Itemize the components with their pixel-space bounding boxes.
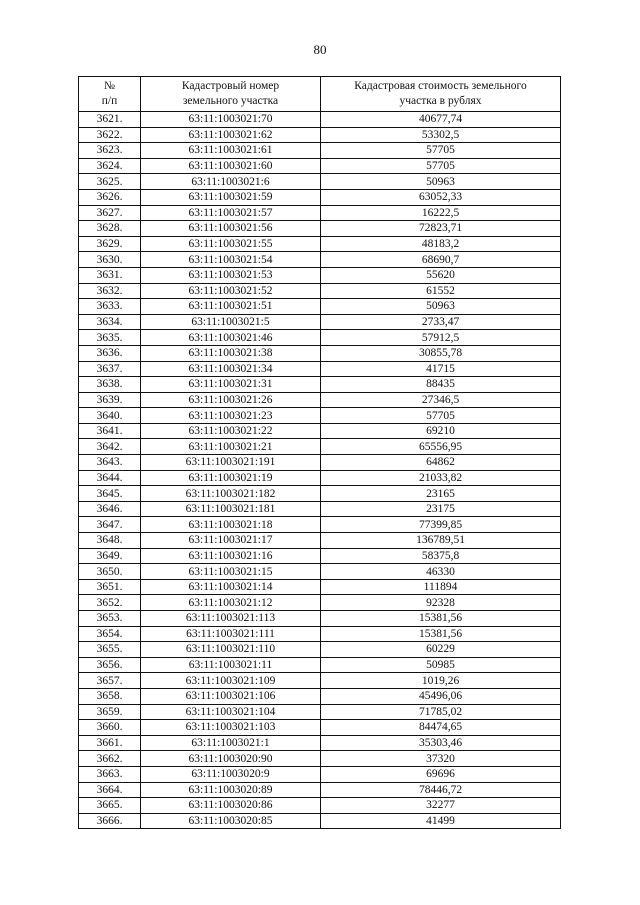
cadastral-value-cell: 63052,33 — [321, 189, 561, 205]
row-number-cell: 3637. — [79, 361, 141, 377]
table-row — [79, 766, 561, 782]
table-row — [79, 143, 561, 159]
cadastral-value-cell: 40677,74 — [321, 112, 561, 128]
table-row — [79, 112, 561, 128]
cadastral-value-cell: 78446,72 — [321, 782, 561, 798]
table-row — [79, 657, 561, 673]
cadastral-value-cell: 55620 — [321, 267, 561, 283]
cadastral-value-cell: 58375,8 — [321, 548, 561, 564]
cadastral-value-cell: 41499 — [321, 813, 561, 829]
table-row — [79, 579, 561, 595]
row-number-cell: 3664. — [79, 782, 141, 798]
row-number-cell: 3627. — [79, 205, 141, 221]
cadastral-number-cell: 63:11:1003021:6 — [141, 174, 321, 190]
cadastral-number-cell: 63:11:1003021:53 — [141, 267, 321, 283]
cadastral-value-cell: 32277 — [321, 798, 561, 814]
table-row — [79, 735, 561, 751]
cadastral-value-cell: 71785,02 — [321, 704, 561, 720]
row-number-cell: 3628. — [79, 221, 141, 237]
cadastral-value-cell: 69696 — [321, 766, 561, 782]
cadastral-number-cell: 63:11:1003021:46 — [141, 330, 321, 346]
header-cadastral-line-2: земельного участка — [182, 95, 279, 107]
cadastral-value-cell: 50985 — [321, 657, 561, 673]
cadastral-number-cell: 63:11:1003021:1 — [141, 735, 321, 751]
cadastral-value-cell: 84474,65 — [321, 720, 561, 736]
cadastral-number-cell: 63:11:1003021:61 — [141, 143, 321, 159]
table-row — [79, 158, 561, 174]
cadastral-value-cell: 53302,5 — [321, 127, 561, 143]
cadastral-value-cell: 27346,5 — [321, 392, 561, 408]
cadastral-number-cell: 63:11:1003021:104 — [141, 704, 321, 720]
row-number-cell: 3657. — [79, 673, 141, 689]
cadastral-number-cell: 63:11:1003021:56 — [141, 221, 321, 237]
cadastral-number-cell: 63:11:1003021:19 — [141, 470, 321, 486]
table-row — [79, 798, 561, 814]
table-row — [79, 377, 561, 393]
cadastral-number-cell: 63:11:1003021:17 — [141, 533, 321, 549]
table-row — [79, 548, 561, 564]
cadastral-number-cell: 63:11:1003021:15 — [141, 564, 321, 580]
cadastral-number-cell: 63:11:1003021:191 — [141, 455, 321, 471]
row-number-cell: 3648. — [79, 533, 141, 549]
table-row — [79, 423, 561, 439]
cadastral-value-cell: 57705 — [321, 158, 561, 174]
row-number-cell: 3663. — [79, 766, 141, 782]
cadastral-number-cell: 63:11:1003021:38 — [141, 345, 321, 361]
cadastral-number-cell: 63:11:1003021:182 — [141, 486, 321, 502]
table-row — [79, 595, 561, 611]
cadastral-number-cell: 63:11:1003021:103 — [141, 720, 321, 736]
table-row — [79, 688, 561, 704]
cadastral-value-cell: 136789,51 — [321, 533, 561, 549]
cadastral-number-cell: 63:11:1003021:21 — [141, 439, 321, 455]
row-number-cell: 3638. — [79, 377, 141, 393]
cadastral-number-cell: 63:11:1003021:11 — [141, 657, 321, 673]
header-value-line-1: Кадастровая стоимость земельного — [354, 80, 527, 92]
cadastral-number-cell: 63:11:1003021:14 — [141, 579, 321, 595]
table-row — [79, 813, 561, 829]
table-row — [79, 782, 561, 798]
table-row — [79, 751, 561, 767]
row-number-cell: 3655. — [79, 642, 141, 658]
row-number-cell: 3635. — [79, 330, 141, 346]
table-row — [79, 517, 561, 533]
cadastral-number-cell: 63:11:1003021:55 — [141, 236, 321, 252]
cadastral-value-cell: 72823,71 — [321, 221, 561, 237]
row-number-cell: 3651. — [79, 579, 141, 595]
cadastral-value-cell: 35303,46 — [321, 735, 561, 751]
cadastral-value-cell: 57705 — [321, 408, 561, 424]
cadastral-value-cell: 57705 — [321, 143, 561, 159]
cadastral-number-cell: 63:11:1003021:16 — [141, 548, 321, 564]
cadastral-value-cell: 15381,56 — [321, 611, 561, 627]
table-row — [79, 704, 561, 720]
cadastral-number-cell: 63:11:1003021:181 — [141, 501, 321, 517]
header-num-line-1: № — [104, 80, 115, 92]
table-row — [79, 236, 561, 252]
table-header — [79, 77, 561, 112]
cadastral-number-cell: 63:11:1003020:90 — [141, 751, 321, 767]
row-number-cell: 3624. — [79, 158, 141, 174]
table-row — [79, 392, 561, 408]
cadastral-number-cell: 63:11:1003021:109 — [141, 673, 321, 689]
header-value-line-2: участка в рублях — [399, 95, 482, 107]
table-row — [79, 345, 561, 361]
cadastral-number-cell: 63:11:1003020:89 — [141, 782, 321, 798]
row-number-cell: 3621. — [79, 112, 141, 128]
table-row — [79, 486, 561, 502]
table-row — [79, 611, 561, 627]
cadastral-number-cell: 63:11:1003020:85 — [141, 813, 321, 829]
cadastral-value-cell: 68690,7 — [321, 252, 561, 268]
cadastral-value-cell: 21033,82 — [321, 470, 561, 486]
cadastral-value-cell: 1019,26 — [321, 673, 561, 689]
row-number-cell: 3634. — [79, 314, 141, 330]
cadastral-value-cell: 65556,95 — [321, 439, 561, 455]
cadastral-number-cell: 63:11:1003021:110 — [141, 642, 321, 658]
table-row — [79, 330, 561, 346]
table-row — [79, 626, 561, 642]
row-number-cell: 3643. — [79, 455, 141, 471]
table-row — [79, 299, 561, 315]
row-number-cell: 3646. — [79, 501, 141, 517]
header-num-line-2: п/п — [101, 95, 118, 107]
cadastral-number-cell: 63:11:1003021:111 — [141, 626, 321, 642]
row-number-cell: 3639. — [79, 392, 141, 408]
header-cadastral-value — [321, 77, 561, 112]
cadastral-value-cell: 111894 — [321, 579, 561, 595]
table-row — [79, 673, 561, 689]
row-number-cell: 3631. — [79, 267, 141, 283]
cadastral-value-cell: 69210 — [321, 423, 561, 439]
row-number-cell: 3636. — [79, 345, 141, 361]
row-number-cell: 3652. — [79, 595, 141, 611]
header-num — [79, 77, 141, 112]
cadastral-number-cell: 63:11:1003021:113 — [141, 611, 321, 627]
row-number-cell: 3656. — [79, 657, 141, 673]
cadastral-number-cell: 63:11:1003021:23 — [141, 408, 321, 424]
cadastral-value-cell: 16222,5 — [321, 205, 561, 221]
table-row — [79, 314, 561, 330]
table-row — [79, 283, 561, 299]
table-row — [79, 439, 561, 455]
header-cadastral-number — [141, 77, 321, 112]
cadastral-number-cell: 63:11:1003021:106 — [141, 688, 321, 704]
cadastral-value-cell: 2733,47 — [321, 314, 561, 330]
table-row — [79, 361, 561, 377]
row-number-cell: 3660. — [79, 720, 141, 736]
header-row — [79, 77, 561, 112]
cadastral-number-cell: 63:11:1003021:70 — [141, 112, 321, 128]
cadastral-value-cell: 50963 — [321, 299, 561, 315]
row-number-cell: 3622. — [79, 127, 141, 143]
row-number-cell: 3650. — [79, 564, 141, 580]
row-number-cell: 3661. — [79, 735, 141, 751]
table-row — [79, 189, 561, 205]
table-row — [79, 221, 561, 237]
cadastral-number-cell: 63:11:1003020:9 — [141, 766, 321, 782]
table-row — [79, 720, 561, 736]
cadastral-value-cell: 48183,2 — [321, 236, 561, 252]
cadastral-value-cell: 37320 — [321, 751, 561, 767]
cadastral-value-cell: 23175 — [321, 501, 561, 517]
row-number-cell: 3644. — [79, 470, 141, 486]
row-number-cell: 3626. — [79, 189, 141, 205]
cadastral-value-cell: 30855,78 — [321, 345, 561, 361]
cadastral-value-cell: 50963 — [321, 174, 561, 190]
cadastral-number-cell: 63:11:1003021:59 — [141, 189, 321, 205]
cadastral-value-cell: 88435 — [321, 377, 561, 393]
table-row — [79, 408, 561, 424]
row-number-cell: 3658. — [79, 688, 141, 704]
row-number-cell: 3654. — [79, 626, 141, 642]
row-number-cell: 3653. — [79, 611, 141, 627]
row-number-cell: 3642. — [79, 439, 141, 455]
table-row — [79, 470, 561, 486]
row-number-cell: 3629. — [79, 236, 141, 252]
row-number-cell: 3665. — [79, 798, 141, 814]
table-row — [79, 501, 561, 517]
cadastral-value-cell: 64862 — [321, 455, 561, 471]
cadastral-number-cell: 63:11:1003021:26 — [141, 392, 321, 408]
cadastral-value-cell: 60229 — [321, 642, 561, 658]
row-number-cell: 3647. — [79, 517, 141, 533]
table-row — [79, 642, 561, 658]
cadastral-number-cell: 63:11:1003021:31 — [141, 377, 321, 393]
table-body — [79, 112, 561, 829]
cadastral-value-cell: 92328 — [321, 595, 561, 611]
cadastral-number-cell: 63:11:1003021:62 — [141, 127, 321, 143]
row-number-cell: 3632. — [79, 283, 141, 299]
cadastral-number-cell: 63:11:1003021:52 — [141, 283, 321, 299]
row-number-cell: 3640. — [79, 408, 141, 424]
row-number-cell: 3659. — [79, 704, 141, 720]
row-number-cell: 3666. — [79, 813, 141, 829]
cadastral-value-table — [78, 76, 561, 829]
cadastral-number-cell: 63:11:1003021:18 — [141, 517, 321, 533]
table-row — [79, 533, 561, 549]
cadastral-number-cell: 63:11:1003021:51 — [141, 299, 321, 315]
row-number-cell: 3645. — [79, 486, 141, 502]
cadastral-number-cell: 63:11:1003021:12 — [141, 595, 321, 611]
table-row — [79, 252, 561, 268]
row-number-cell: 3641. — [79, 423, 141, 439]
row-number-cell: 3625. — [79, 174, 141, 190]
page-number: 80 — [313, 42, 327, 57]
table-row — [79, 564, 561, 580]
cadastral-number-cell: 63:11:1003021:57 — [141, 205, 321, 221]
cadastral-number-cell: 63:11:1003020:86 — [141, 798, 321, 814]
cadastral-value-cell: 57912,5 — [321, 330, 561, 346]
cadastral-value-cell: 41715 — [321, 361, 561, 377]
cadastral-number-cell: 63:11:1003021:34 — [141, 361, 321, 377]
row-number-cell: 3623. — [79, 143, 141, 159]
cadastral-number-cell: 63:11:1003021:60 — [141, 158, 321, 174]
table-row — [79, 174, 561, 190]
cadastral-number-cell: 63:11:1003021:54 — [141, 252, 321, 268]
row-number-cell: 3649. — [79, 548, 141, 564]
header-cadastral-line-1: Кадастровый номер — [181, 80, 280, 92]
cadastral-value-cell: 45496,06 — [321, 688, 561, 704]
table-row — [79, 127, 561, 143]
cadastral-value-cell: 15381,56 — [321, 626, 561, 642]
cadastral-number-cell: 63:11:1003021:5 — [141, 314, 321, 330]
cadastral-value-cell: 61552 — [321, 283, 561, 299]
cadastral-value-cell: 77399,85 — [321, 517, 561, 533]
row-number-cell: 3662. — [79, 751, 141, 767]
row-number-cell: 3633. — [79, 299, 141, 315]
cadastral-number-cell: 63:11:1003021:22 — [141, 423, 321, 439]
table-row — [79, 267, 561, 283]
table-row — [79, 455, 561, 471]
row-number-cell: 3630. — [79, 252, 141, 268]
cadastral-value-cell: 46330 — [321, 564, 561, 580]
cadastral-value-cell: 23165 — [321, 486, 561, 502]
table-row — [79, 205, 561, 221]
